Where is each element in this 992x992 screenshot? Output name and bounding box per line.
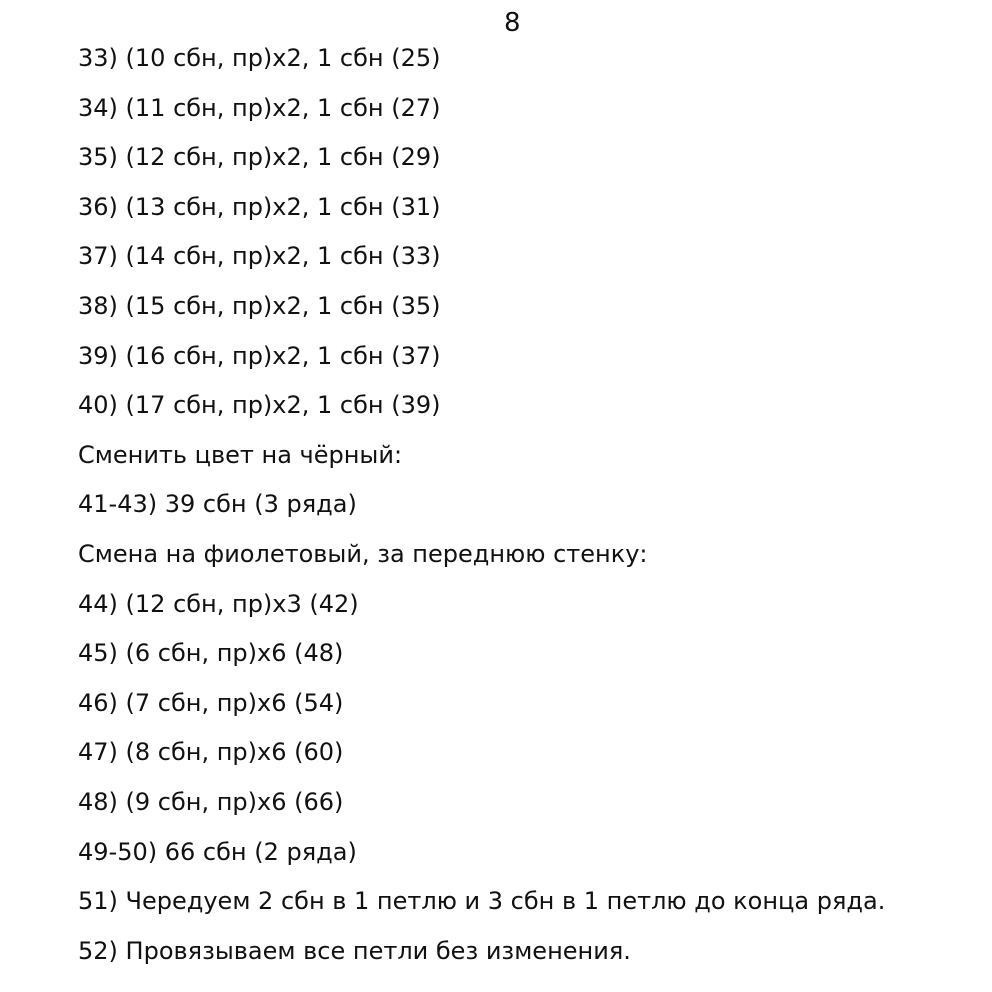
instruction-line: 35) (12 сбн, пр)х2, 1 сбн (29) [78, 143, 441, 172]
instruction-line: 47) (8 сбн, пр)х6 (60) [78, 738, 344, 767]
instruction-line: 36) (13 сбн, пр)х2, 1 сбн (31) [78, 192, 441, 221]
instruction-line: 38) (15 сбн, пр)х2, 1 сбн (35) [78, 291, 441, 320]
page-number: 8 [504, 8, 521, 38]
instruction-line: 37) (14 сбн, пр)х2, 1 сбн (33) [78, 242, 441, 271]
instruction-line: 33) (10 сбн, пр)х2, 1 сбн (25) [78, 44, 441, 72]
instruction-line: 46) (7 сбн, пр)х6 (54) [78, 688, 344, 717]
section-heading: Сменить цвет на чёрный: [78, 440, 403, 469]
pattern-instructions [78, 34, 885, 976]
instruction-line: 34) (11 сбн, пр)х2, 1 сбн (27) [78, 93, 441, 122]
instruction-line: 45) (6 сбн, пр)х6 (48) [78, 639, 344, 668]
instruction-line: 52) Провязываем все петли без изменения. [78, 936, 631, 965]
instruction-line: 41-43) 39 сбн (3 ряда) [78, 490, 357, 519]
instruction-line: 51) Чередуем 2 сбн в 1 петлю и 3 сбн в 1 петлю до конца ряда. [78, 887, 886, 916]
instruction-line: 40) (17 сбн, пр)х2, 1 сбн (39) [78, 391, 441, 420]
section-heading: Смена на фиолетовый, за переднюю стенку: [78, 539, 648, 568]
instruction-line: 44) (12 сбн, пр)х3 (42) [78, 589, 359, 618]
instruction-line: 48) (9 сбн, пр)х6 (66) [78, 787, 344, 816]
instruction-line: 39) (16 сбн, пр)х2, 1 сбн (37) [78, 341, 441, 370]
instruction-line: 49-50) 66 сбн (2 ряда) [78, 837, 357, 866]
